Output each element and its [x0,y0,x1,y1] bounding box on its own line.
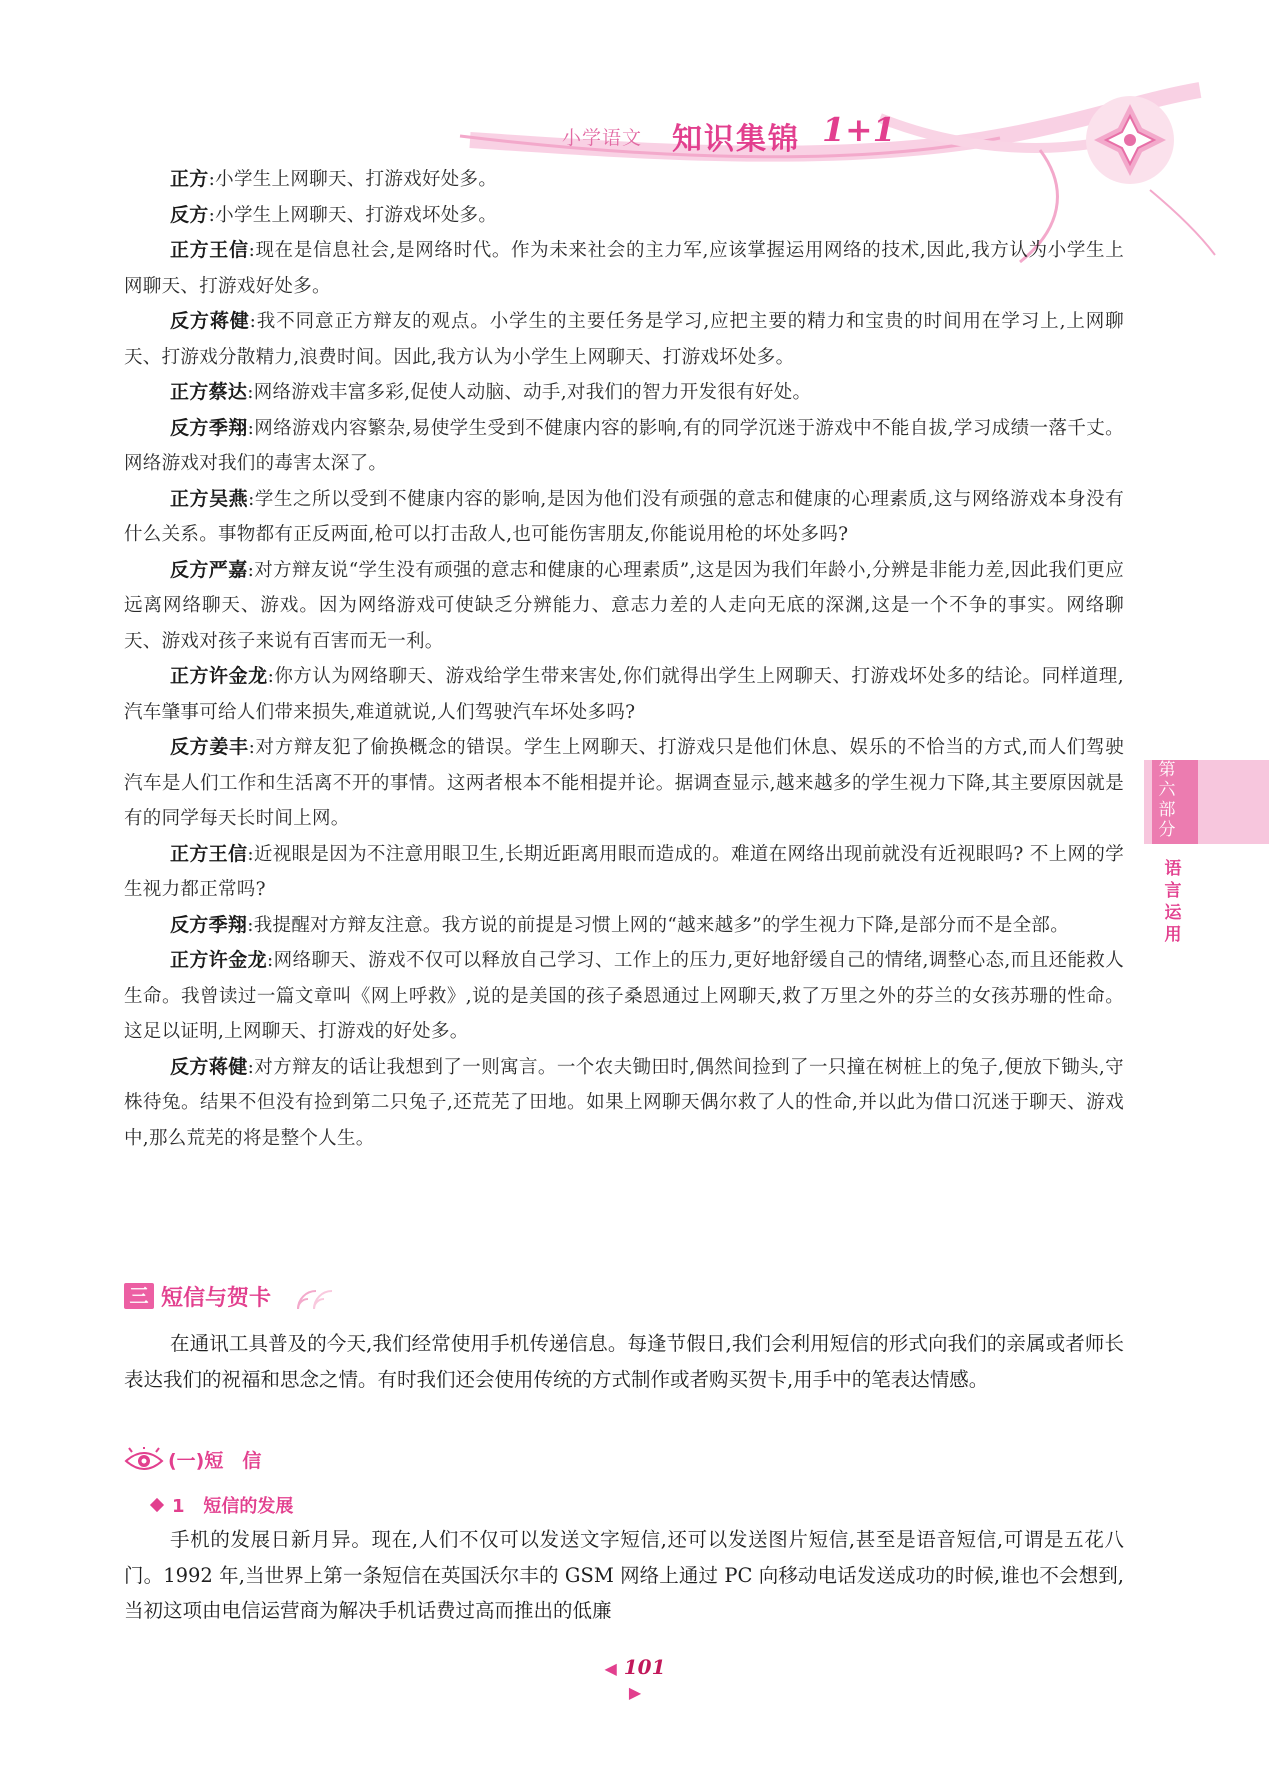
debate-turn [124,482,1124,553]
body-paragraph: 手机的发展日新月异。现在,人们不仅可以发送文字短信,还可以发送图片短信,甚至是语音短信,可谓是五花八门。1992 年,当世界上第一条短信在英国沃尔丰的 GSM 网络上通过 PC 向移动电话发送成功的时候,谁也不会想到,当初这项由电信运营商为解决手机话费过高而推出的低廉 [124,1528,1124,1622]
speaker-name: 正方蔡达 [170,381,248,403]
intro-paragraph: 在通讯工具普及的今天,我们经常使用手机传递信息。每逢节假日,我们会利用短信的形式向我们的亲属或者师长表达我们的祝福和思念之情。有时我们还会使用传统的方式制作或者购买贺卡,用手中的笔表达情感。 [124,1332,1124,1391]
speech-text: :学生之所以受到不健康内容的影响,是因为他们没有顽强的意志和健康的心理素质,这与网络游戏本身没有什么关系。事物都有正反两面,枪可以打击敌人,也可能伤害朋友,你能说用枪的坏处多吗? [124,488,1124,545]
section-title: 短信与贺卡 [161,1286,272,1311]
speech-text: :网络游戏丰富多彩,促使人动脑、动手,对我们的智力开发很有好处。 [247,382,812,403]
debate-turn [124,553,1124,660]
speech-text: :对方辩友说“学生没有顽强的意志和健康的心理素质”,这是因为我们年龄小,分辨是非能力差,因此我们更应远离网络聊天、游戏。因为网络游戏可使缺乏分辨能力、意志力差的人走向无底的深渊,这是一个不争的事实。网络聊天、游戏对孩子来说有百害而无一利。 [124,559,1125,652]
speaker-name: 反方姜丰 [170,736,249,758]
section-number: 三 [124,1283,154,1309]
debate-turn [124,411,1124,482]
speaker-name: 正方吴燕 [170,487,249,510]
speech-text: :对方辩友犯了偷换概念的错误。学生上网聊天、打游戏只是他们休息、娱乐的不恰当的方式,而人们驾驶汽车是人们工作和生活离不开的事情。这两者根本不能相提并论。据调查显示,越来越多的学生视力下降,其主要原因就是有的同学每天长时间上网。 [124,737,1125,829]
debate-turn [124,198,1124,234]
speech-text: :现在是信息社会,是网络时代。作为未来社会的主力军,应该掌握运用网络的技术,因此,我方认为小学生上网聊天、打游戏好处多。 [124,240,1125,297]
topic-title: 短信的发展 [203,1496,294,1517]
page-number [595,1655,675,1703]
debate-turn [124,943,1124,1050]
chevron-right-icon: ▶ [628,1683,642,1702]
eye-icon [124,1447,164,1473]
page-number-text: 101 [623,1655,666,1679]
signal-waves-icon [294,1287,354,1313]
speaker-name: 正方 [170,168,209,190]
debate-transcript [124,162,1124,1156]
speaker-name: 正方王信 [170,842,248,865]
speech-text: :网络游戏内容繁杂,易使学生受到不健康内容的影响,有的同学沉迷于游戏中不能自拔,学习成绩一落千丈。网络游戏对我们的毒害太深了。 [124,417,1124,474]
diamond-icon [150,1498,164,1512]
topic-heading [152,1492,293,1518]
speaker-name: 正方王信 [170,239,249,261]
speaker-name: 反方 [170,203,209,226]
debate-turn [124,304,1124,375]
debate-turn [124,908,1124,944]
speech-text: :小学生上网聊天、打游戏坏处多。 [208,204,498,226]
speaker-name: 反方季翔 [170,913,248,936]
subsection-title: (一)短 信 [168,1450,262,1472]
debate-turn [124,730,1124,837]
debate-turn [124,162,1124,198]
speech-text: :网络聊天、游戏不仅可以释放自己学习、工作上的压力,更好地舒缓自己的情绪,调整心态,而且还能救人生命。我曾读过一篇文章叫《网上呼救》,说的是美国的孩子桑恩通过上网聊天,救了万里之外的芬兰的女孩苏珊的性命。这足以证明,上网聊天、打游戏的好处多。 [124,950,1124,1042]
side-tab-topic: 语言运用 [1164,859,1182,945]
debate-turn [124,233,1124,304]
speech-text: :对方辩友的话让我想到了一则寓言。一个农夫锄田时,偶然间捡到了一只撞在树桩上的兔子,便放下锄头,守株待兔。结果不但没有捡到第二只兔子,还荒芜了田地。如果上网聊天偶尔救了人的性命,并以此为借口沉迷于聊天、游戏中,那么荒芜的将是整个人生。 [124,1056,1124,1149]
speech-text: :我提醒对方辩友注意。我方说的前提是习惯上网的“越来越多”的学生视力下降,是部分而不是全部。 [247,914,1070,936]
speaker-name: 反方蒋健 [170,1055,248,1078]
speaker-name: 反方蒋健 [170,310,250,332]
topic-number: 1 [172,1496,185,1517]
speaker-name: 反方季翔 [170,416,248,439]
speech-text: :你方认为网络聊天、游戏给学生带来害处,你们就得出学生上网聊天、打游戏坏处多的结论。同样道理,汽车肇事可给人们带来损失,难道就说,人们驾驶汽车坏处多吗? [124,666,1124,723]
speaker-name: 反方严嘉 [170,558,248,581]
debate-turn [124,1050,1124,1157]
side-tab-part: 第六部分 [1158,760,1176,840]
speech-text: :小学生上网聊天、打游戏好处多。 [208,169,498,190]
book-number: 1+1 [822,110,896,149]
series-name: 小学语文 [562,127,643,149]
book-title: 知识集锦 [672,122,800,157]
speech-text: :我不同意正方辩友的观点。小学生的主要任务是学习,应把主要的精力和宝贵的时间用在学习上,上网聊天、打游戏分散精力,浪费时间。因此,我方认为小学生上网聊天、打游戏坏处多。 [124,311,1124,368]
speech-text: :近视眼是因为不注意用眼卫生,长期近距离用眼而造成的。难道在网络出现前就没有近视眼吗? 不上网的学生视力都正常吗? [124,843,1125,900]
debate-turn [124,375,1124,411]
speaker-name: 正方许金龙 [170,665,268,687]
debate-turn [124,659,1124,730]
speaker-name: 正方许金龙 [170,949,268,971]
chevron-left-icon: ◀ [604,1659,617,1678]
debate-turn [124,837,1124,908]
